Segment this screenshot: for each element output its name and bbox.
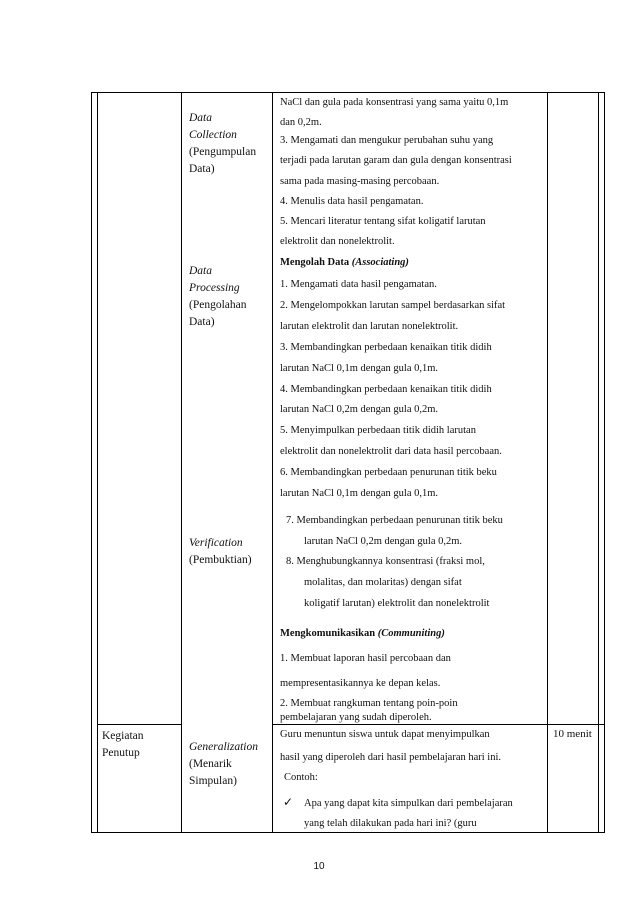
text-line: 7. Membandingkan perbedaan penurunan titik beku bbox=[286, 515, 503, 526]
table-border-left bbox=[91, 92, 92, 833]
text-line: pembelajaran yang sudah diperoleh. bbox=[280, 712, 432, 723]
text-line: NaCl dan gula pada konsentrasi yang sama yaitu 0,1m bbox=[280, 97, 509, 108]
row-divider-closing bbox=[97, 724, 181, 725]
text-line: elektrolit dan nonelektrolit dari data hasil percobaan. bbox=[280, 446, 502, 457]
text-line: Contoh: bbox=[284, 772, 318, 783]
text-line: Guru menuntun siswa untuk dapat menyimpulkan bbox=[280, 729, 490, 740]
text-line: elektrolit dan nonelektrolit. bbox=[280, 236, 395, 247]
table-border-right-inner bbox=[598, 92, 599, 833]
text-line: 4. Membandingkan perbedaan kenaikan titik didih bbox=[280, 384, 492, 395]
table-top-border bbox=[91, 92, 605, 93]
text-line: hasil yang diperoleh dari hasil pembelajaran hari ini. bbox=[280, 752, 502, 763]
processing-heading: Mengolah Data (Associating) bbox=[280, 257, 409, 268]
text-line: yang telah dilakukan pada hari ini? (guru bbox=[304, 818, 477, 829]
text-line: dan 0,2m. bbox=[280, 117, 322, 128]
phase-verification: Verification (Pembuktian) bbox=[189, 537, 252, 566]
text-line: 3. Membandingkan perbedaan kenaikan titik didih bbox=[280, 342, 492, 353]
communicating-heading: Mengkomunikasikan (Communiting) bbox=[280, 628, 445, 639]
phase-generalization: Generalization (Menarik Simpulan) bbox=[189, 741, 258, 787]
text-line: 5. Menyimpulkan perbedaan titik didih larutan bbox=[280, 425, 476, 436]
activity-closing: Kegiatan Penutup bbox=[102, 730, 144, 759]
text-line: 2. Mengelompokkan larutan sampel berdasarkan sifat bbox=[280, 300, 506, 311]
text-line: molalitas, dan molaritas) dengan sifat bbox=[304, 577, 462, 588]
text-line: Apa yang dapat kita simpulkan dari pembelajaran bbox=[304, 798, 513, 809]
column-divider-1 bbox=[181, 92, 182, 833]
row-divider-closing-right bbox=[272, 724, 604, 725]
table-border-left-inner bbox=[97, 92, 98, 833]
text-line: larutan NaCl 0,2m dengan gula 0,2m. bbox=[280, 404, 439, 415]
text-line: 1. Mengamati data hasil pengamatan. bbox=[280, 279, 437, 290]
text-line: sama pada masing-masing percobaan. bbox=[280, 176, 440, 187]
text-line: larutan NaCl 0,2m dengan gula 0,2m. bbox=[304, 536, 463, 547]
text-line: larutan elektrolit dan larutan nonelektrolit. bbox=[280, 321, 459, 332]
text-line: 6. Membandingkan perbedaan penurunan titik beku bbox=[280, 467, 497, 478]
text-line: mempresentasikannya ke depan kelas. bbox=[280, 678, 441, 689]
phase-data-processing: Data Processing (Pengolahan Data) bbox=[189, 265, 247, 328]
closing-duration: 10 menit bbox=[553, 728, 592, 740]
text-line: 5. Mencari literatur tentang sifat koligatif larutan bbox=[280, 216, 486, 227]
text-line: 1. Membuat laporan hasil percobaan dan bbox=[280, 653, 451, 664]
page-number: 10 bbox=[313, 861, 325, 872]
phase-data-collection: Data Collection (Pengumpulan Data) bbox=[189, 112, 257, 175]
text-line: koligatif larutan) elektrolit dan nonelektrolit bbox=[304, 598, 490, 609]
table-border-right bbox=[604, 92, 605, 833]
text-line: larutan NaCl 0,1m dengan gula 0,1m. bbox=[280, 488, 439, 499]
table-bottom-border bbox=[91, 832, 605, 833]
text-line: 8. Menghubungkannya konsentrasi (fraksi mol, bbox=[286, 556, 485, 567]
column-divider-2 bbox=[272, 92, 273, 833]
checkmark-icon: ✓ bbox=[283, 795, 294, 809]
text-line: 4. Menulis data hasil pengamatan. bbox=[280, 196, 424, 207]
column-divider-3 bbox=[547, 92, 548, 833]
text-line: 2. Membuat rangkuman tentang poin-poin bbox=[280, 698, 458, 709]
text-line: 3. Mengamati dan mengukur perubahan suhu yang bbox=[280, 135, 494, 146]
text-line: terjadi pada larutan garam dan gula dengan konsentrasi bbox=[280, 155, 512, 166]
text-line: larutan NaCl 0,1m dengan gula 0,1m. bbox=[280, 363, 439, 374]
